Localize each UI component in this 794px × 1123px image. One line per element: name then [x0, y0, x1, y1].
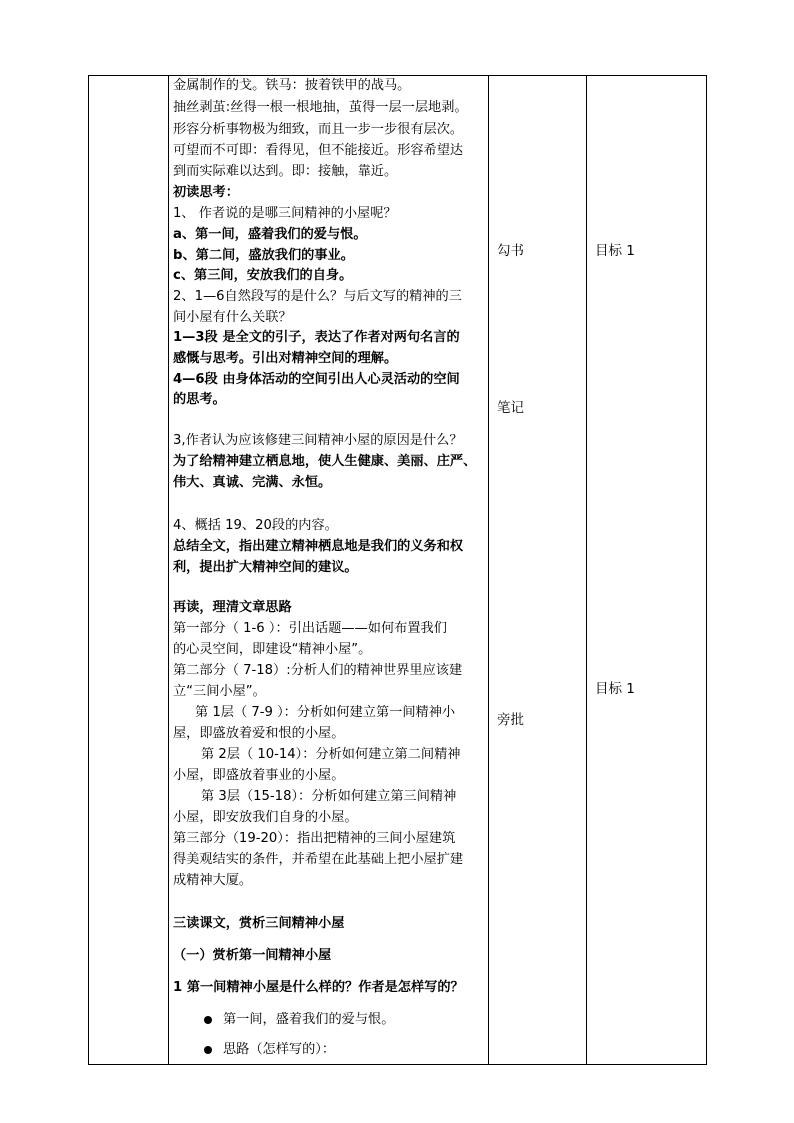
- method-label: 旁批: [497, 712, 524, 728]
- text-line: 小屋，即安放我们自身的小屋。: [173, 810, 358, 825]
- answer-line: 1—3段 是全文的引子，表达了作者对两句名言的: [173, 330, 460, 345]
- bullet-item: 第一间，盛着我们的爱与恨。: [223, 1012, 395, 1027]
- question-line: 2、1—6自然段写的是什么？与后文写的精神的三: [173, 289, 462, 304]
- column-divider: [586, 76, 587, 1064]
- answer-line: 总结全文，指出建立精神栖息地是我们的义务和权: [173, 539, 464, 554]
- question-line: 1、 作者说的是哪三间精神的小屋呢？: [173, 206, 397, 221]
- goal-label: 目标 1: [595, 681, 635, 697]
- question-line: 间小屋有什么关联？: [173, 310, 292, 325]
- goal-label: 目标 1: [595, 243, 635, 259]
- text-line: 金属制作的戈。铁马：披着铁甲的战马。: [173, 78, 411, 93]
- method-label: 笔记: [497, 400, 524, 416]
- text-line: 的心灵空间，即建设“精神小屋”。: [173, 642, 372, 657]
- answer-line: c、第三间，安放我们的自身。: [173, 268, 353, 283]
- text-line: 第一部分（ 1-6 ）：引出话题——如何布置我们: [173, 621, 447, 636]
- answer-line: a、第一间，盛着我们的爱与恨。: [173, 227, 367, 242]
- section-heading: 再读，理清文章思路: [173, 600, 292, 615]
- question-line: 3,作者认为应该修建三间精神小屋的原因是什么？: [173, 433, 463, 448]
- question-line: 4、概括 19、20段的内容。: [173, 518, 338, 533]
- section-heading: 初读思考：: [173, 185, 239, 200]
- bullet-icon: [204, 1046, 212, 1054]
- text-line: 第三部分（19-20）：指出把精神的三间小屋建筑: [173, 831, 456, 846]
- question-line: 1 第一间精神小屋是什么样的？作者是怎样写的？: [173, 980, 464, 995]
- text-line: 立“三间小屋”。: [173, 684, 266, 699]
- answer-line: 的思考。: [173, 392, 226, 407]
- column-divider: [168, 76, 169, 1064]
- column-divider: [488, 76, 489, 1064]
- text-line: 第二部分（ 7-18）:分析人们的精神世界里应该建: [173, 663, 463, 678]
- answer-line: 伟大、真诚、完满、永恒。: [173, 475, 332, 490]
- subsection-heading: （一）赏析第一间精神小屋: [173, 948, 332, 963]
- answer-line: 感慨与思考。引出对精神空间的理解。: [173, 351, 398, 366]
- text-line: 第 3层（15-18）：分析如何建立第三间精神: [201, 789, 457, 804]
- text-line: 抽丝剥茧:丝得一根一根地抽，茧得一层一层地剥。: [173, 100, 468, 115]
- text-line: 到而实际难以达到。即：接触，靠近。: [173, 164, 398, 179]
- text-line: 第 2层（ 10-14）：分析如何建立第二间精神: [201, 747, 461, 762]
- text-line: 屋，即盛放着爱和恨的小屋。: [173, 726, 345, 741]
- answer-line: 利，提出扩大精神空间的建议。: [173, 560, 358, 575]
- text-line: 可望而不可即：看得见，但不能接近。形容希望达: [173, 143, 464, 158]
- answer-line: 4—6段 由身体活动的空间引出人心灵活动的空间: [173, 372, 460, 387]
- bullet-item: 思路（怎样写的）：: [223, 1042, 336, 1057]
- text-line: 小屋，即盛放着事业的小屋。: [173, 768, 345, 783]
- text-line: 得美观结实的条件，并希望在此基础上把小屋扩建: [173, 852, 464, 867]
- answer-line: 为了给精神建立栖息地，使人生健康、美丽、庄严、: [173, 454, 477, 469]
- text-line: 第 1层（ 7-9 ）：分析如何建立第一间精神小: [195, 705, 456, 720]
- text-line: 成精神大厦。: [173, 873, 253, 888]
- bullet-icon: [204, 1016, 212, 1024]
- answer-line: b、第二间，盛放我们的事业。: [173, 248, 354, 263]
- lesson-table: [88, 75, 707, 1065]
- text-line: 形容分析事物极为细致，而且一步一步很有层次。: [173, 122, 464, 137]
- section-heading: 三读课文，赏析三间精神小屋: [173, 916, 345, 931]
- method-label: 勾书: [497, 243, 524, 259]
